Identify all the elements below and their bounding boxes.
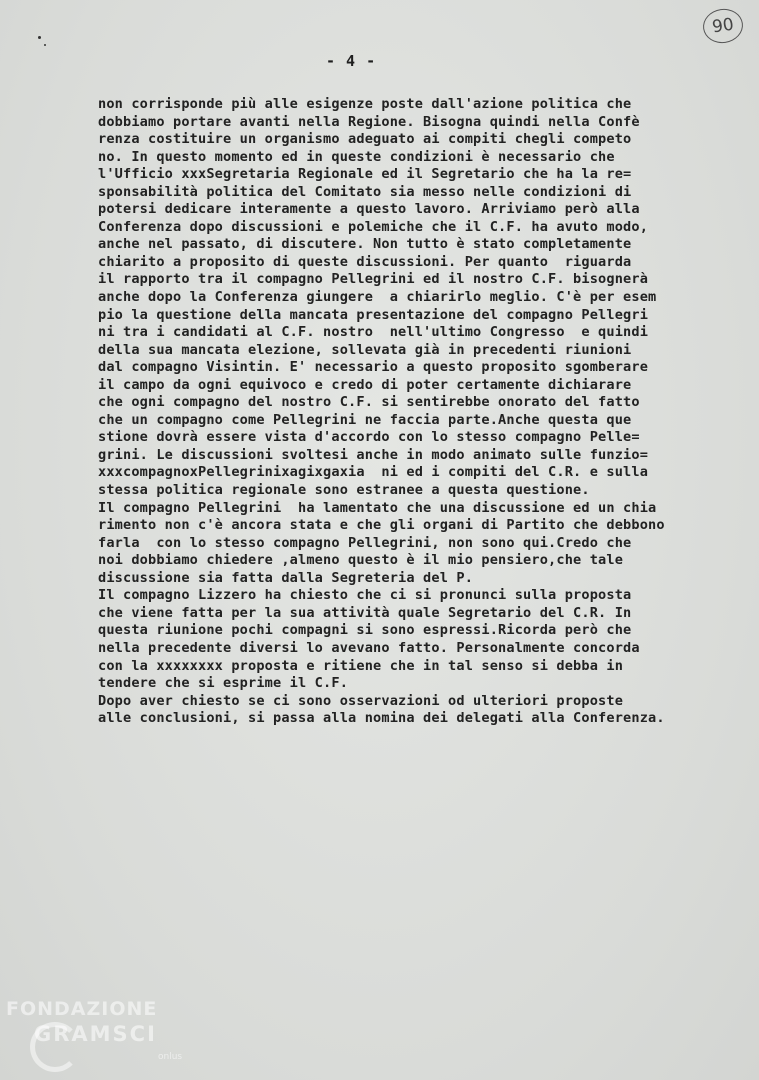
watermark-line1: FONDAZIONE xyxy=(6,998,158,1020)
text-line: discussione sia fatta dalla Segreteria del P. xyxy=(98,569,474,586)
text-line: renza costituire un organismo adeguato ai compiti chegli competo xyxy=(98,131,632,148)
fondazione-gramsci-watermark xyxy=(6,998,196,1076)
text-line: no. In questo momento ed in queste condizioni è necessario che xyxy=(98,148,615,165)
text-line: xxxcompagnoxPellegrinixagixgaxia ni ed i compiti del C.R. e sulla xyxy=(98,464,649,481)
ink-dot xyxy=(44,44,46,46)
text-line: Il compagno Lizzero ha chiesto che ci si pronunci sulla proposta xyxy=(98,587,632,604)
text-line: il rapporto tra il compagno Pellegrini ed il nostro C.F. bisognerà xyxy=(98,271,649,288)
page-number: - 4 - xyxy=(326,52,377,70)
text-line: alle conclusioni, si passa alla nomina dei delegati alla Conferenza. xyxy=(98,710,665,727)
text-line: farla con lo stesso compagno Pellegrini, non sono qui.Credo che xyxy=(98,534,632,551)
typewritten-body xyxy=(98,96,748,728)
text-line: noi dobbiamo chiedere ,almeno questo è il mio pensiero,che tale xyxy=(98,552,624,569)
text-line: Conferenza dopo discussioni e polemiche che il C.F. ha avuto modo, xyxy=(98,218,649,235)
text-line: stessa politica regionale sono estranee a questa questione. xyxy=(98,482,590,499)
text-line: il campo da ogni equivoco e credo di poter certamente dichiarare xyxy=(98,376,632,393)
text-line: Il compagno Pellegrini ha lamentato che una discussione ed un chia xyxy=(98,499,657,516)
text-line: chiarito a proposito di queste discussioni. Per quanto riguarda xyxy=(98,253,632,270)
text-line: pio la questione della mancata presentazione del compagno Pellegri xyxy=(98,306,649,323)
text-line: anche nel passato, di discutere. Non tutto è stato completamente xyxy=(98,236,632,253)
watermark-suffix: onlus xyxy=(158,1052,183,1062)
watermark-line2: GRAMSCI xyxy=(34,1022,157,1046)
text-line: anche dopo la Conferenza giungere a chiarirlo meglio. C'è per esem xyxy=(98,289,657,306)
text-line: non corrisponde più alle esigenze poste dall'azione politica che xyxy=(98,96,632,112)
text-line: con la xxxxxxxx proposta e ritiene che in tal senso si debba in xyxy=(98,657,624,674)
text-line: che viene fatta per la sua attività quale Segretario del C.R. In xyxy=(98,604,632,621)
text-line: della sua mancata elezione, sollevata già in precedenti riunioni xyxy=(98,341,632,358)
text-line: tendere che si esprime il C.F. xyxy=(98,675,349,692)
text-line: che ogni compagno del nostro C.F. si sentirebbe onorato del fatto xyxy=(98,394,640,411)
ink-dot xyxy=(38,36,41,39)
text-line: dobbiamo portare avanti nella Regione. Bisogna quindi nella Confè xyxy=(98,113,640,130)
text-line: che un compagno come Pellegrini ne faccia parte.Anche questa que xyxy=(98,411,632,428)
text-line: sponsabilità politica del Comitato sia messo nelle condizioni di xyxy=(98,183,632,200)
text-line: ni tra i candidati al C.F. nostro nell'ultimo Congresso e quindi xyxy=(98,324,649,341)
text-line: l'Ufficio xxxSegretaria Regionale ed il Segretario che ha la re= xyxy=(98,166,632,183)
archive-number-stamp: 90 xyxy=(701,6,745,45)
text-line: rimento non c'è ancora stata e che gli organi di Partito che debbono xyxy=(98,517,665,534)
text-line: stione dovrà essere vista d'accordo con lo stesso compagno Pelle= xyxy=(98,429,640,446)
text-line: questa riunione pochi compagni si sono espressi.Ricorda però che xyxy=(98,622,632,639)
text-line: Dopo aver chiesto se ci sono osservazioni od ulteriori proposte xyxy=(98,692,624,709)
text-line: potersi dedicare interamente a questo lavoro. Arriviamo però alla xyxy=(98,201,640,218)
text-line: grini. Le discussioni svoltesi anche in modo animato sulle funzio= xyxy=(98,446,649,463)
text-line: dal compagno Visintin. E' necessario a questo proposito sgomberare xyxy=(98,359,649,376)
text-line: nella precedente diversi lo avevano fatto. Personalmente concorda xyxy=(98,639,640,656)
